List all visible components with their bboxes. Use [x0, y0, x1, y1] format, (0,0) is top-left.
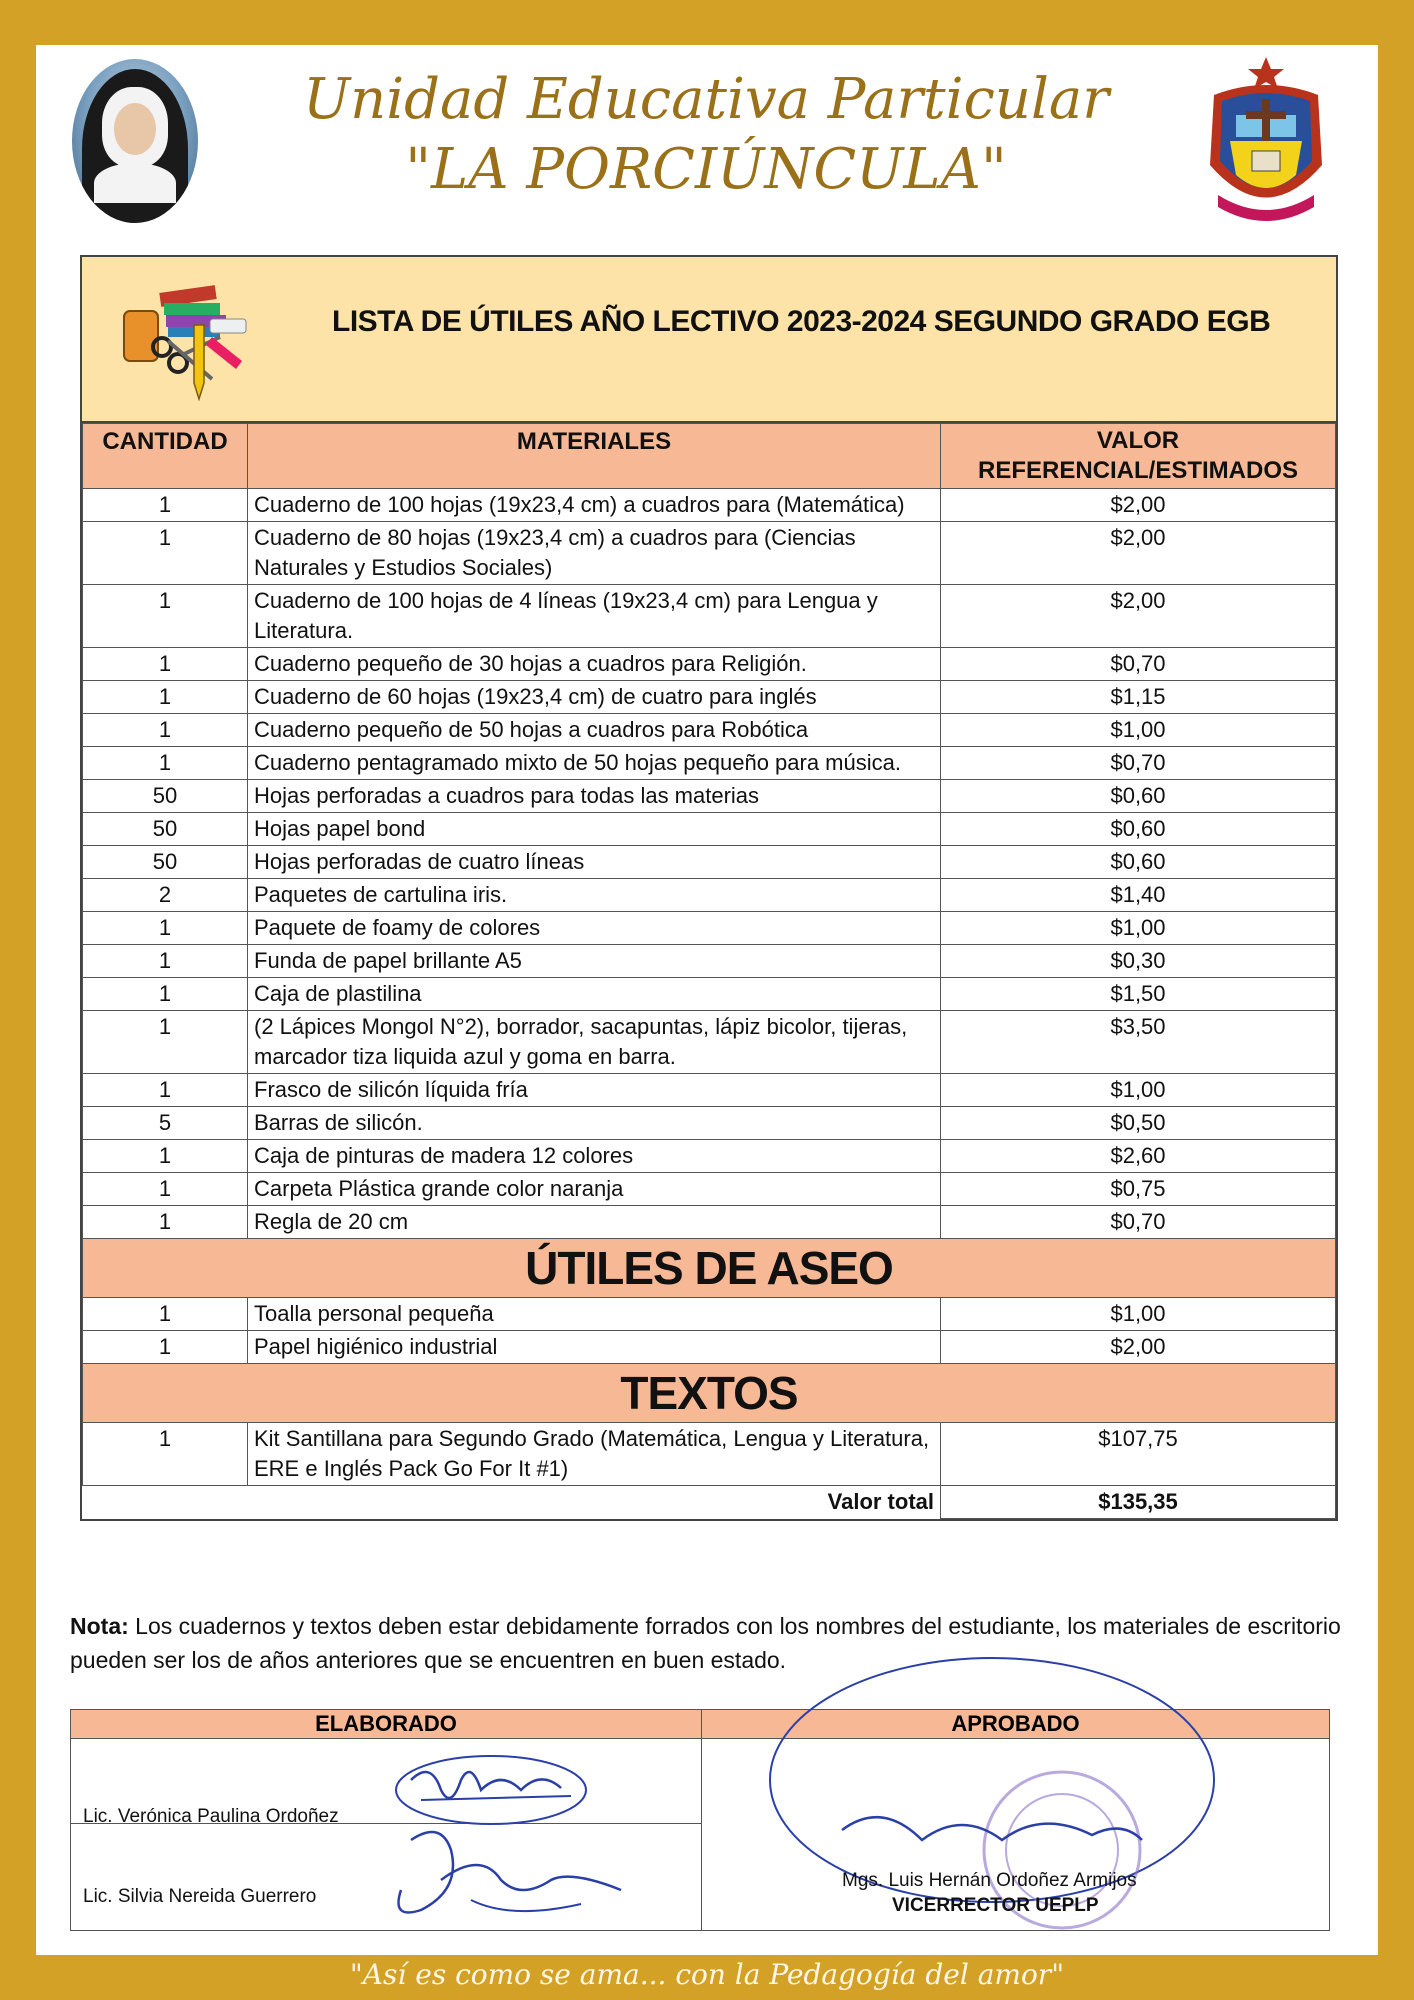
cell-value: $1,15 — [941, 681, 1336, 714]
cell-value: $107,75 — [941, 1423, 1336, 1486]
cell-material: Caja de plastilina — [248, 978, 941, 1011]
cell-value: $1,50 — [941, 978, 1336, 1011]
cell-quantity: 1 — [83, 912, 248, 945]
total-value: $135,35 — [941, 1486, 1336, 1519]
table-row — [83, 1074, 1336, 1107]
cell-material: Carpeta Plástica grande color naranja — [248, 1173, 941, 1206]
cell-material: Caja de pinturas de madera 12 colores — [248, 1140, 941, 1173]
cell-value: $2,00 — [941, 1331, 1336, 1364]
table-row — [83, 912, 1336, 945]
table-row — [83, 780, 1336, 813]
cell-value: $0,50 — [941, 1107, 1336, 1140]
texts-body — [83, 1423, 1336, 1486]
school-name-line2: "LA PORCIÚNCULA" — [405, 137, 1007, 202]
elaborated-by-2: Lic. Silvia Nereida Guerrero — [83, 1886, 317, 1907]
cell-material: Barras de silicón. — [248, 1107, 941, 1140]
cell-value: $2,00 — [941, 522, 1336, 585]
table-row — [83, 1011, 1336, 1074]
cell-quantity: 1 — [83, 978, 248, 1011]
cell-quantity: 1 — [83, 1074, 248, 1107]
table-row — [83, 1107, 1336, 1140]
total-row — [83, 1486, 1336, 1519]
signature-table — [70, 1709, 1330, 1931]
cell-value: $2,60 — [941, 1140, 1336, 1173]
cell-quantity: 1 — [83, 681, 248, 714]
note-text: Los cuadernos y textos deben estar debidamente forrados con los nombres del estudiante, los materiales de escritorio pueden ser los de años anteriores que se encuentren en buen estado. — [70, 1613, 1341, 1673]
cell-material: Cuaderno pequeño de 50 hojas a cuadros para Robótica — [248, 714, 941, 747]
school-crest-logo — [1196, 55, 1336, 230]
cell-material: Kit Santillana para Segundo Grado (Matemática, Lengua y Literatura, ERE e Inglés Pack Go For It #1) — [248, 1423, 941, 1486]
table-header-row — [83, 424, 1336, 489]
cell-quantity: 2 — [83, 879, 248, 912]
cell-quantity: 1 — [83, 585, 248, 648]
cell-value: $1,00 — [941, 714, 1336, 747]
approved-column — [702, 1710, 1329, 1930]
cell-material: Funda de papel brillante A5 — [248, 945, 941, 978]
table-row — [83, 1298, 1336, 1331]
section-title-hygiene: ÚTILES DE ASEO — [83, 1239, 1336, 1298]
cell-value: $0,30 — [941, 945, 1336, 978]
cell-quantity: 1 — [83, 1298, 248, 1331]
cell-value: $3,50 — [941, 1011, 1336, 1074]
hygiene-body — [83, 1298, 1336, 1364]
table-row — [83, 813, 1336, 846]
cell-material: Toalla personal pequeña — [248, 1298, 941, 1331]
note-label: Nota: — [70, 1613, 129, 1639]
table-row — [83, 978, 1336, 1011]
cell-value: $0,70 — [941, 1206, 1336, 1239]
approved-role: VICERRECTOR UEPLP — [892, 1895, 1099, 1916]
cell-value: $2,00 — [941, 489, 1336, 522]
cell-quantity: 50 — [83, 846, 248, 879]
cell-quantity: 1 — [83, 1173, 248, 1206]
cell-quantity: 50 — [83, 813, 248, 846]
cell-value: $0,60 — [941, 780, 1336, 813]
elaborated-by-1: Lic. Verónica Paulina Ordoñez — [83, 1806, 339, 1827]
cell-value: $1,00 — [941, 1298, 1336, 1331]
footer-motto: "Así es como se ama... con la Pedagogía del amor" — [349, 1958, 1065, 1991]
document-page — [36, 45, 1378, 1955]
school-supplies-icon — [120, 275, 250, 405]
table-row — [83, 522, 1336, 585]
table-row — [83, 1423, 1336, 1486]
cell-material: Hojas perforadas a cuadros para todas las materias — [248, 780, 941, 813]
supplies-list — [80, 255, 1338, 1521]
approved-header: APROBADO — [702, 1710, 1329, 1739]
cell-value: $2,00 — [941, 585, 1336, 648]
cell-quantity: 5 — [83, 1107, 248, 1140]
items-body — [83, 489, 1336, 1239]
cell-material: Cuaderno pentagramado mixto de 50 hojas pequeño para música. — [248, 747, 941, 780]
table-row — [83, 681, 1336, 714]
cell-value: $1,00 — [941, 1074, 1336, 1107]
cell-material: Papel higiénico industrial — [248, 1331, 941, 1364]
table-row — [83, 489, 1336, 522]
cell-material: Hojas papel bond — [248, 813, 941, 846]
cell-value: $0,60 — [941, 813, 1336, 846]
table-row — [83, 879, 1336, 912]
founder-portrait — [72, 59, 198, 223]
cell-material: Cuaderno de 100 hojas (19x23,4 cm) a cuadros para (Matemática) — [248, 489, 941, 522]
cell-value: $0,75 — [941, 1173, 1336, 1206]
table-row — [83, 648, 1336, 681]
cell-material: Cuaderno pequeño de 30 hojas a cuadros para Religión. — [248, 648, 941, 681]
cell-material: Cuaderno de 100 hojas de 4 líneas (19x23,4 cm) para Lengua y Literatura. — [248, 585, 941, 648]
cell-quantity: 1 — [83, 522, 248, 585]
cell-quantity: 50 — [83, 780, 248, 813]
cell-quantity: 1 — [83, 648, 248, 681]
table-row — [83, 1173, 1336, 1206]
cell-quantity: 1 — [83, 1331, 248, 1364]
column-header-value: VALOR REFERENCIAL/ESTIMADOS — [941, 424, 1336, 489]
school-name-line1: Unidad Educativa Particular — [302, 67, 1110, 132]
approved-by: Mgs. Luis Hernán Ordoñez Armijos — [842, 1870, 1137, 1891]
cell-quantity: 1 — [83, 489, 248, 522]
cell-quantity: 1 — [83, 1140, 248, 1173]
table-row — [83, 585, 1336, 648]
table-row — [83, 1331, 1336, 1364]
cell-quantity: 1 — [83, 1011, 248, 1074]
cell-material: Hojas perforadas de cuatro líneas — [248, 846, 941, 879]
cell-material: Frasco de silicón líquida fría — [248, 1074, 941, 1107]
table-row — [83, 747, 1336, 780]
cell-material: Cuaderno de 80 hojas (19x23,4 cm) a cuadros para (Ciencias Naturales y Estudios Sociales) — [248, 522, 941, 585]
total-label: Valor total — [827, 1489, 934, 1514]
column-header-materials: MATERIALES — [248, 424, 941, 489]
cell-material: Paquetes de cartulina iris. — [248, 879, 941, 912]
column-header-quantity: CANTIDAD — [83, 424, 248, 489]
supplies-table — [82, 423, 1336, 1519]
table-row — [83, 714, 1336, 747]
cell-quantity: 1 — [83, 1206, 248, 1239]
cell-value: $0,60 — [941, 846, 1336, 879]
elaborated-header: ELABORADO — [71, 1710, 701, 1739]
table-row — [83, 1206, 1336, 1239]
cell-material: Regla de 20 cm — [248, 1206, 941, 1239]
section-row-hygiene — [83, 1239, 1336, 1298]
cell-material: (2 Lápices Mongol N°2), borrador, sacapuntas, lápiz bicolor, tijeras, marcador tiza liquida azul y goma en barra. — [248, 1011, 941, 1074]
cell-quantity: 1 — [83, 747, 248, 780]
cell-value: $0,70 — [941, 648, 1336, 681]
table-row — [83, 945, 1336, 978]
cell-quantity: 1 — [83, 714, 248, 747]
cell-value: $1,00 — [941, 912, 1336, 945]
list-header — [82, 257, 1336, 423]
table-row — [83, 846, 1336, 879]
cell-material: Cuaderno de 60 hojas (19x23,4 cm) de cuatro para inglés — [248, 681, 941, 714]
list-title: LISTA DE ÚTILES AÑO LECTIVO 2023-2024 SEGUNDO GRADO EGB — [332, 305, 1271, 338]
elaborated-column — [71, 1710, 702, 1930]
section-row-texts — [83, 1364, 1336, 1423]
section-title-texts: TEXTOS — [83, 1364, 1336, 1423]
cell-quantity: 1 — [83, 1423, 248, 1486]
table-row — [83, 1140, 1336, 1173]
signature-2-image — [381, 1820, 641, 1930]
signature-1-image — [391, 1750, 591, 1830]
cell-value: $0,70 — [941, 747, 1336, 780]
cell-value: $1,40 — [941, 879, 1336, 912]
cell-quantity: 1 — [83, 945, 248, 978]
cell-material: Paquete de foamy de colores — [248, 912, 941, 945]
